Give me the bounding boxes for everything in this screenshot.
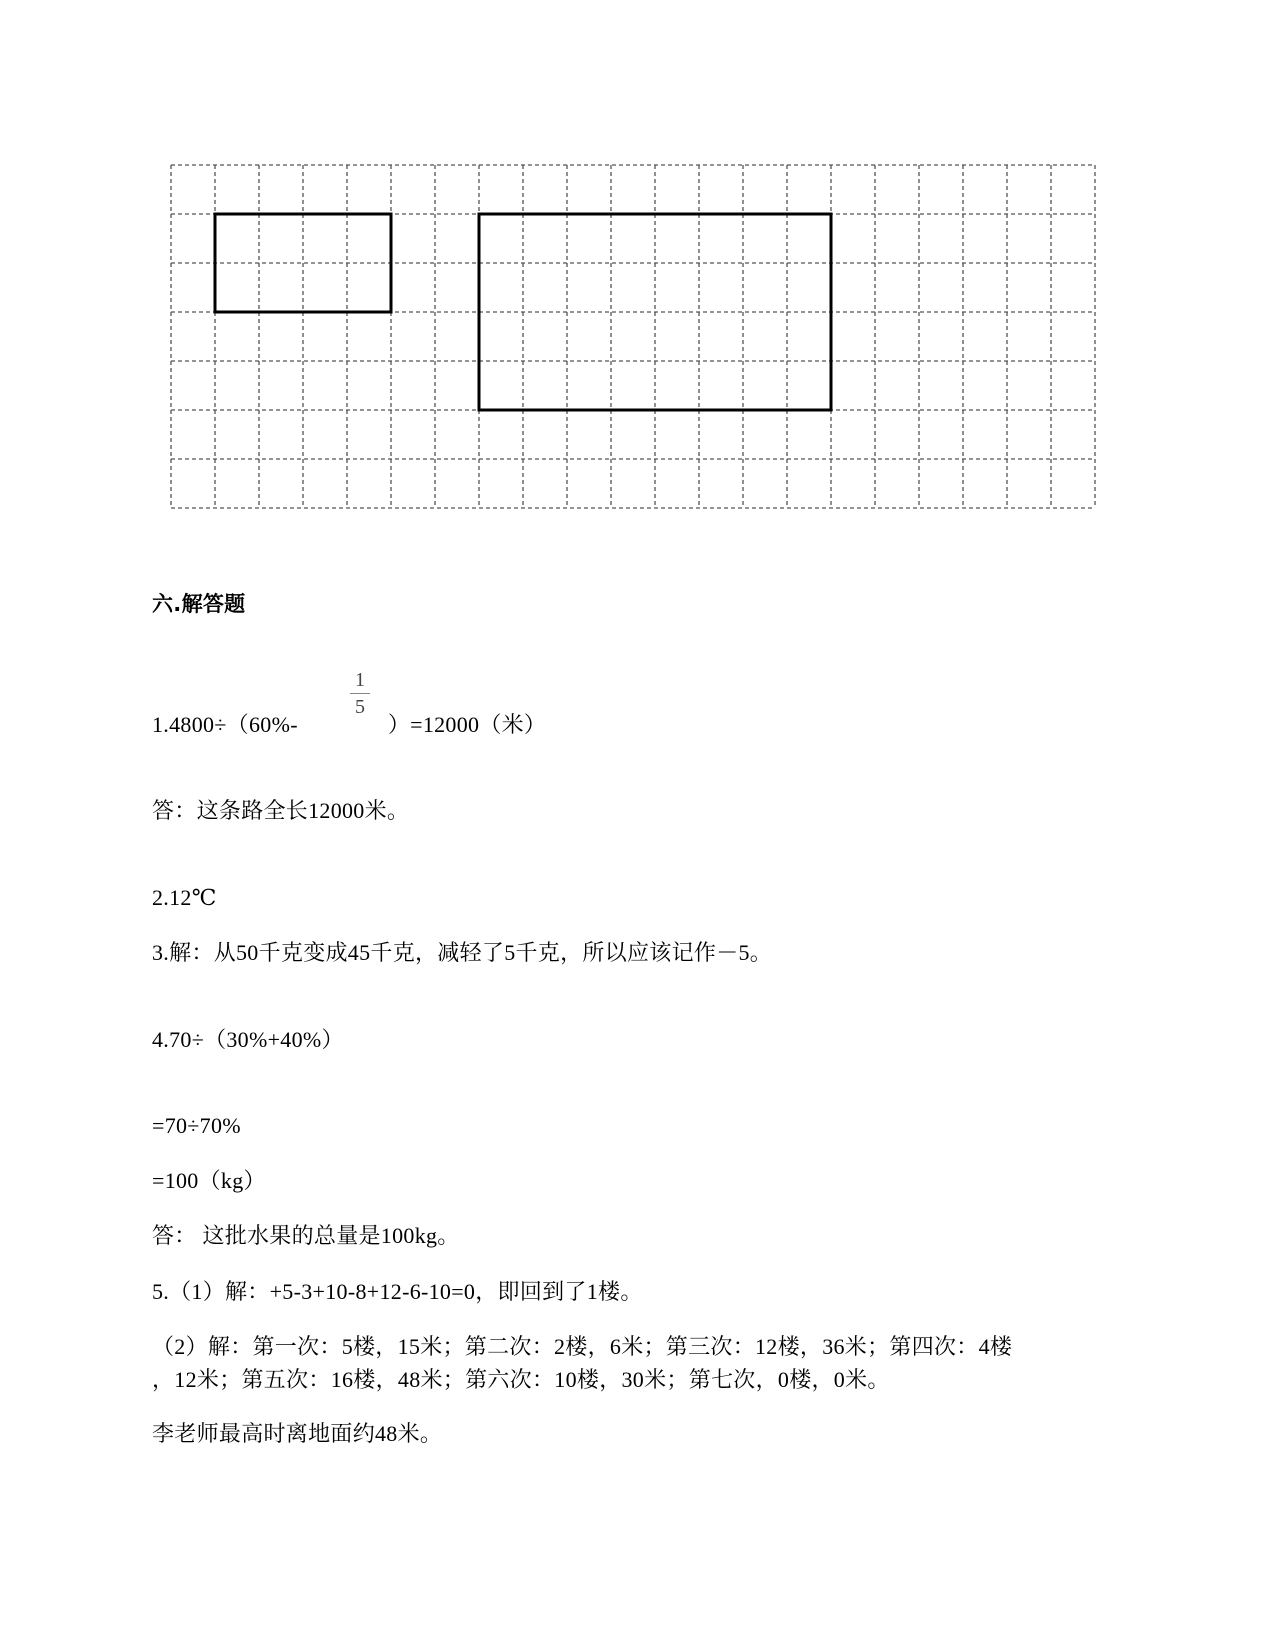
q4-line1: 4.70÷（30%+40%） [152, 1027, 344, 1052]
q3-answer: 3.解：从50千克变成45千克，减轻了5千克，所以应该记作－5。 [152, 940, 773, 965]
q1-equation [152, 711, 546, 739]
fraction-bar [350, 693, 370, 694]
q4-answer: 答： 这批水果的总量是100kg。 [152, 1223, 460, 1248]
q1-answer: 答：这条路全长12000米。 [152, 798, 410, 823]
grid-figure [170, 164, 1098, 509]
section-title: 六.解答题 [152, 592, 246, 616]
q5-part1: 5.（1）解：+5-3+10-8+12-6-10=0，即回到了1楼。 [152, 1279, 643, 1304]
q1-prefix: 1.4800÷（60%- [152, 712, 298, 737]
q1-suffix: ）=12000（米） [387, 712, 547, 737]
fraction-numerator: 1 [355, 669, 365, 691]
q4-line2: =70÷70% [152, 1113, 241, 1138]
q5-part2-line2: ，12米；第五次：16楼，48米；第六次：10楼，30米；第七次，0楼，0米。 [152, 1367, 890, 1392]
q2-answer: 2.12℃ [152, 885, 217, 910]
q5-conclusion: 李老师最高时离地面约48米。 [152, 1421, 443, 1446]
dashed-grid [171, 165, 1095, 508]
q5-part2-line1: （2）解：第一次：5楼，15米；第二次：2楼，6米；第三次：12楼，36米；第四次：4楼 [152, 1334, 1013, 1359]
fraction-denominator: 5 [355, 696, 365, 718]
q4-line3: =100（kg） [152, 1168, 266, 1193]
